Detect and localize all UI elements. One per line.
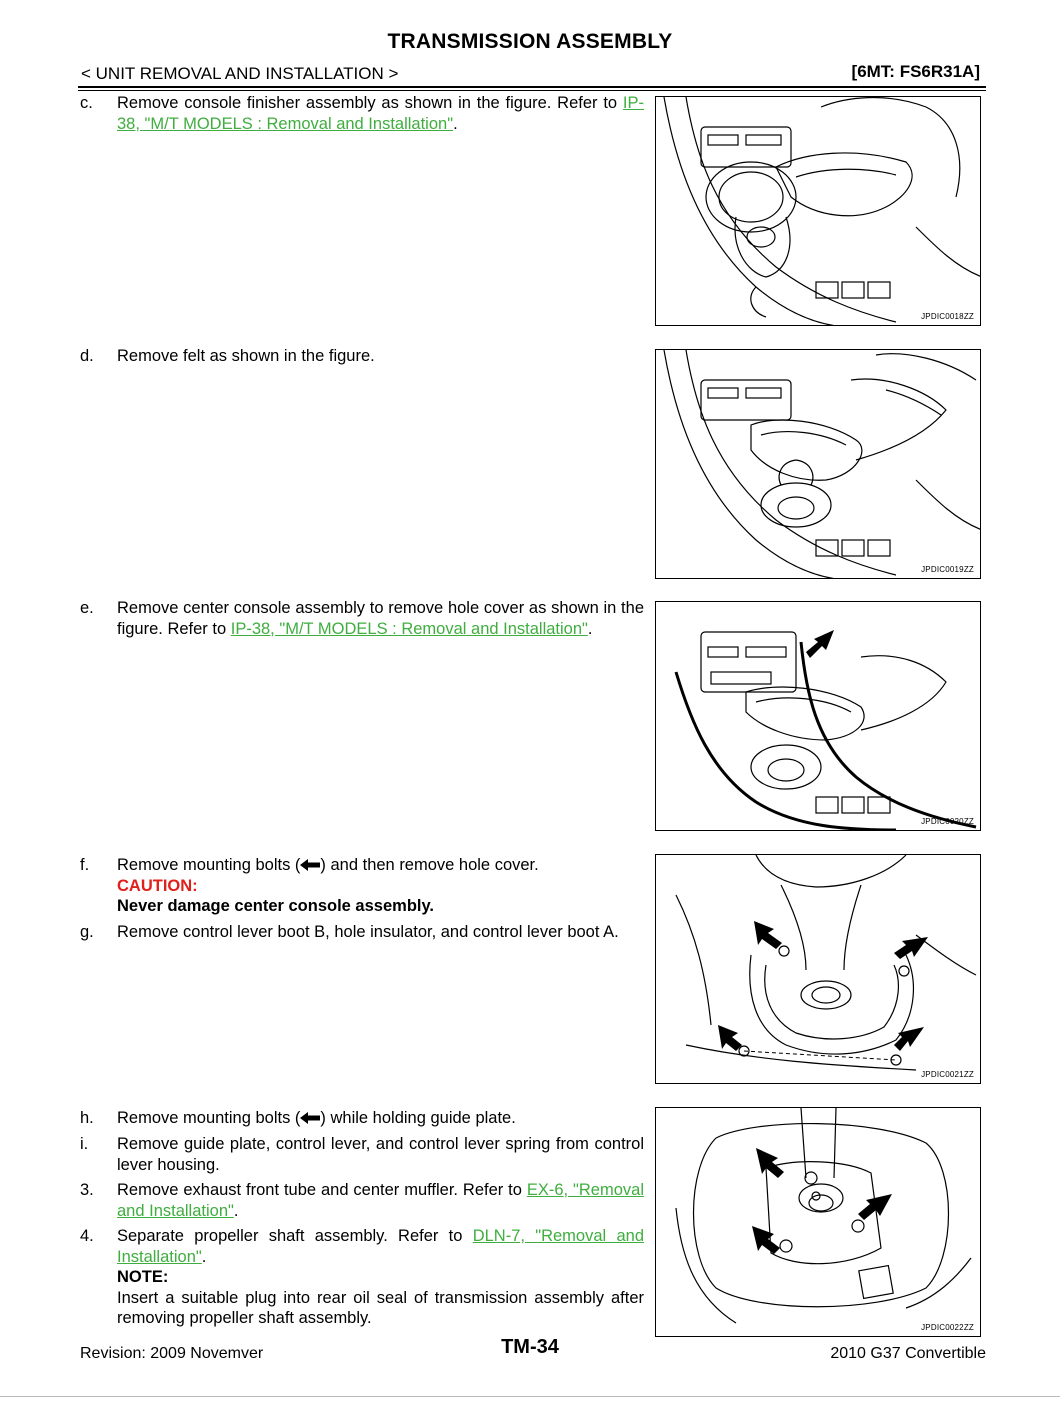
figure-console-finisher [655,96,981,326]
note-label: NOTE: [117,1268,169,1286]
step-text: Remove guide plate, control lever, and control lever spring from control lever housing. [117,1135,644,1174]
step-label: f. [80,856,90,874]
step-text: Separate propeller shaft assembly. Refer to [117,1227,473,1245]
step-text: Remove control lever boot B, hole insulator, and control lever boot A. [117,923,619,941]
step-label: g. [80,923,94,941]
step-label: d. [80,347,94,365]
step-i [80,1134,644,1175]
step-f [80,855,644,917]
step-text: Remove mounting bolts ( [117,1109,301,1127]
step-label: h. [80,1109,94,1127]
hole-cover-bolts-illustration [656,855,981,1084]
step-text-end: . [453,114,458,133]
vehicle-model: 2010 G37 Convertible [830,1345,986,1362]
step-text-end: . [233,1201,239,1220]
step-c [80,93,644,134]
header-rule [78,86,986,88]
step-text: Remove center console assembly to remove hole cover as shown in the figure. Refer to [117,599,644,638]
reference-link[interactable]: EX-6, "Removal and Installation" [117,1181,644,1220]
step-h [80,1108,644,1129]
step-e [80,598,644,639]
guide-plate-bolts-illustration [656,1108,981,1337]
step-label: 4. [80,1227,94,1245]
step-label: c. [80,94,93,112]
figure-center-console [655,601,981,831]
figure-code: JPDIC0020ZZ [921,817,974,826]
figure-hole-cover-bolts [655,854,981,1084]
step-4 [80,1226,644,1329]
bolt-arrow-icon [300,1112,320,1124]
step-d [80,346,644,367]
figure-guide-plate-bolts [655,1107,981,1337]
bolt-arrow-icon [300,859,320,871]
revision-date: Revision: 2009 Novemver [80,1345,264,1362]
figure-felt [655,349,981,579]
figure-code: JPDIC0021ZZ [921,1070,974,1079]
step-text-end: ) while holding guide plate. [320,1109,516,1127]
step-text-end: . [201,1247,207,1266]
step-text-end: . [587,619,593,638]
console-finisher-illustration [656,97,981,326]
caution-text: Never damage center console assembly. [117,897,435,915]
step-text: Remove exhaust front tube and center muffler. Refer to [117,1181,527,1199]
reference-link[interactable]: IP-38, "M/T MODELS : Removal and Installation" [117,94,644,133]
page-number: TM-34 [501,1336,559,1358]
step-text: Remove mounting bolts ( [117,856,301,874]
header-rule-thin [78,90,986,91]
reference-link[interactable]: DLN-7, "Removal and Installation" [117,1227,644,1266]
step-g [80,922,644,943]
caution-label: CAUTION: [117,876,198,895]
felt-illustration [656,350,981,579]
step-label: 3. [80,1181,94,1199]
step-label: e. [80,599,94,617]
step-label: i. [80,1135,89,1153]
page-title: TRANSMISSION ASSEMBLY [387,30,673,53]
figure-code: JPDIC0019ZZ [921,565,974,574]
page-edge [0,1396,1060,1397]
center-console-illustration [656,602,981,831]
figure-code: JPDIC0022ZZ [921,1323,974,1332]
model-code: [6MT: FS6R31A] [851,62,980,81]
reference-link[interactable]: IP-38, "M/T MODELS : Removal and Installation" [230,619,588,638]
step-text: Remove felt as shown in the figure. [117,347,375,365]
step-3 [80,1180,644,1221]
figure-code: JPDIC0018ZZ [921,312,974,321]
step-text: Remove console finisher assembly as shown in the figure. Refer to [117,94,623,112]
note-text: Insert a suitable plug into rear oil seal of transmission assembly after removing propeller shaft assembly. [117,1288,644,1327]
step-text-end: ) and then remove hole cover. [320,856,539,874]
section-subtitle: < UNIT REMOVAL AND INSTALLATION > [81,64,399,83]
